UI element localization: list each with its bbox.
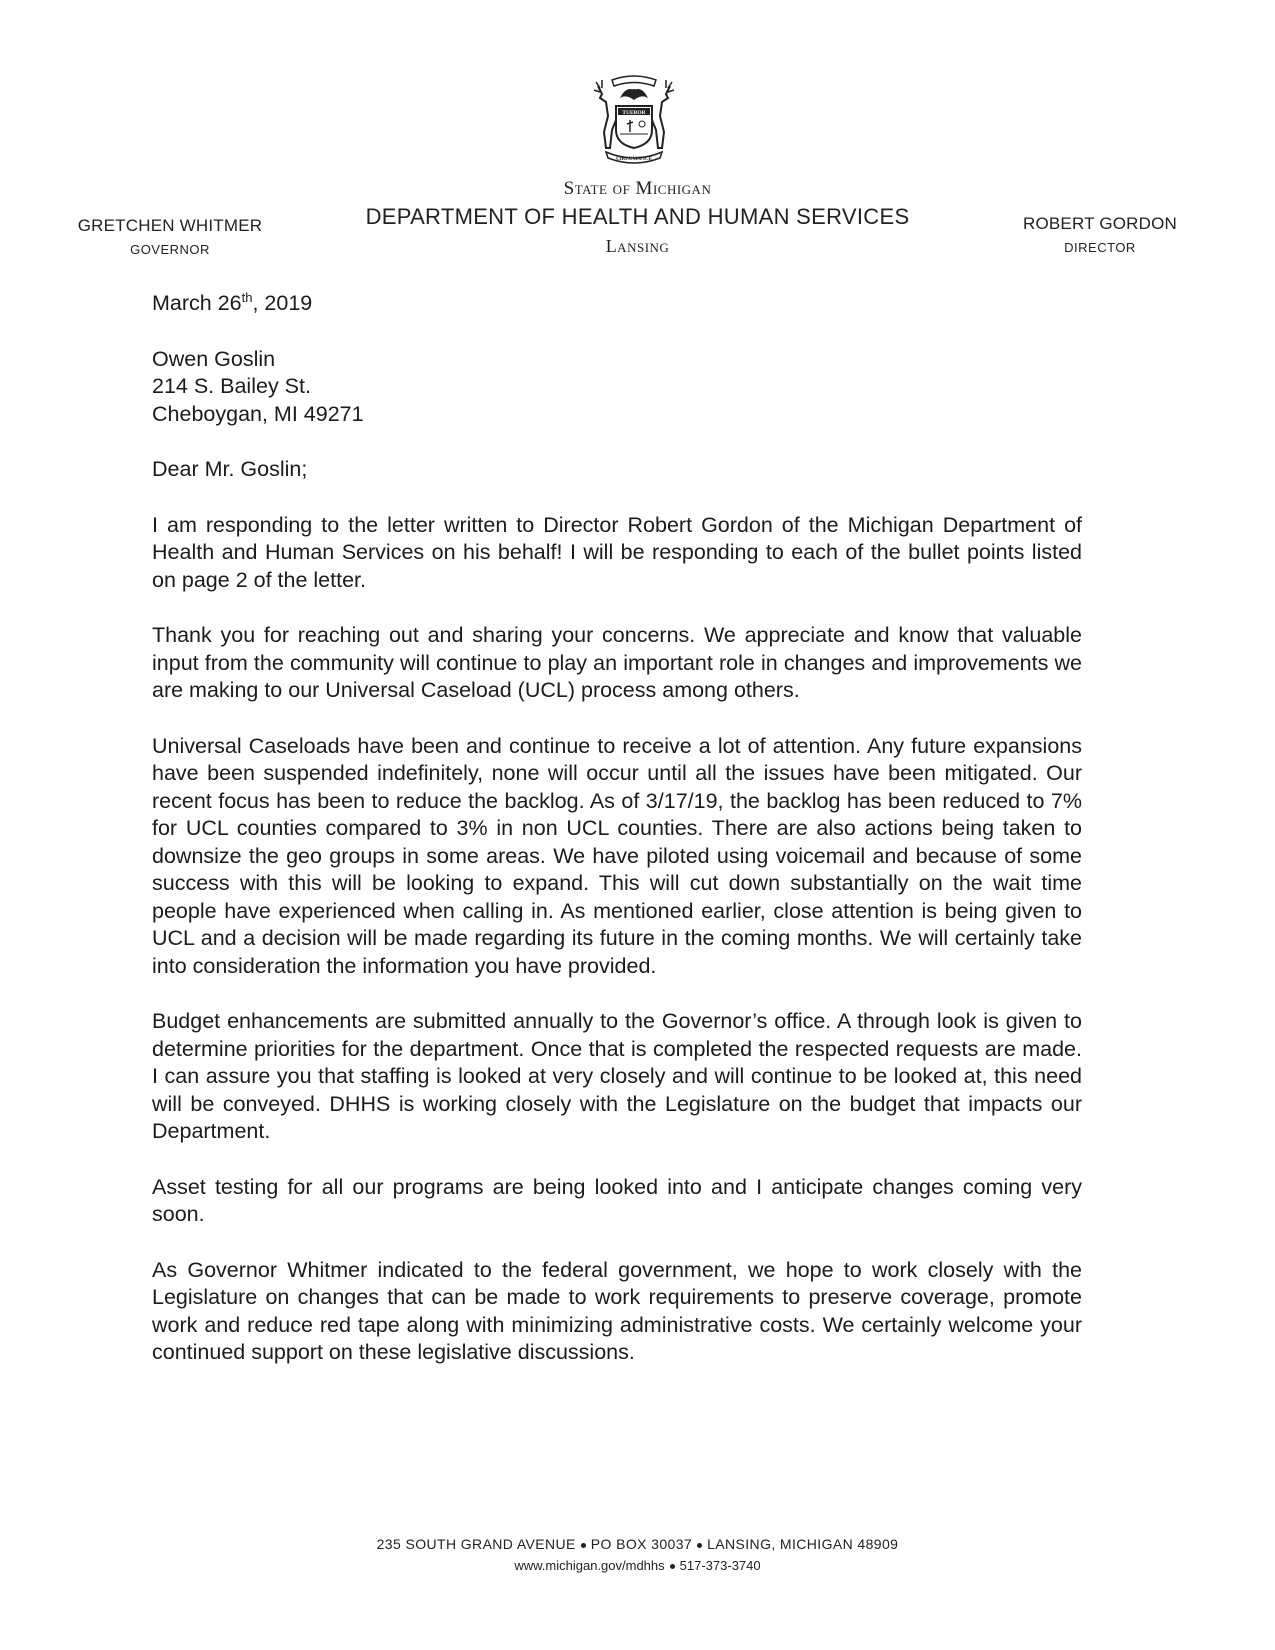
footer-website[interactable]: www.michigan.gov/mdhhs (514, 1558, 665, 1573)
governor-name: GRETCHEN WHITMER (77, 216, 263, 235)
letterhead-state: State of Michigan (563, 178, 712, 199)
letterhead-city: Lansing (605, 236, 670, 256)
paragraph-asset-testing: Asset testing for all our programs are being looked into and I anticipate changes coming very soon. (152, 1174, 1082, 1226)
letterhead-footer (0, 1536, 1275, 1573)
date-month-day: March 26 (152, 291, 242, 315)
date-year: , 2019 (252, 291, 313, 315)
footer-po-box: PO BOX 30037 (590, 1536, 693, 1552)
director-title: DIRECTOR (1064, 240, 1136, 255)
bullet-icon (697, 1543, 702, 1548)
footer-street: 235 SOUTH GRAND AVENUE (376, 1536, 576, 1552)
salutation: Dear Mr. Goslin; (152, 457, 308, 481)
paragraph-universal-caseloads: Universal Caseloads have been and continue to receive a lot of attention. Any future expansions have been suspended indefinitely, none will occur until all the issues have been mitigated. Our recent focus has been to reduce the backlog. As of 3/17/19, the backlog has been reduced to 7% for UCL counties compared to 3% in non UCL counties. There are also actions being taken to downsize the geo groups in some areas. We have piloted using voicemail and because of some success with this will be looking to expand. This will cut down substantially on the wait time people have experienced when calling in. As mentioned earlier, close attention is being given to UCL and a decision will be made regarding its future in the coming months. We will certainly take into consideration the information you have provided. (152, 733, 1082, 978)
letter-date (152, 290, 1082, 318)
letterhead-director (1000, 214, 1200, 255)
letterhead-department: DEPARTMENT OF HEALTH AND HUMAN SERVICES (365, 204, 910, 229)
bullet-icon (581, 1543, 586, 1548)
date-ordinal: th (241, 289, 253, 305)
bullet-icon (670, 1564, 675, 1569)
footer-city: LANSING, MICHIGAN 48909 (707, 1536, 899, 1552)
recipient-city: Cheboygan, MI 49271 (152, 401, 364, 426)
footer-address (0, 1536, 1275, 1552)
paragraph-intro: I am responding to the letter written to Director Robert Gordon of the Michigan Department of Health and Human Services on his behalf! I will be responding to each of the bullet points listed on page 2 of the letter. (152, 512, 1082, 592)
governor-title: GOVERNOR (130, 242, 210, 257)
recipient-street: 214 S. Bailey St. (152, 374, 311, 398)
footer-phone: 517-373-3740 (679, 1558, 761, 1573)
recipient-name: Owen Goslin (152, 346, 276, 371)
recipient-address (152, 346, 1082, 429)
footer-contact (0, 1558, 1275, 1573)
paragraph-budget: Budget enhancements are submitted annually to the Governor’s office. A through look is given to determine priorities for the department. Once that is completed the respected requests are made. I can assure you that staffing is looked at very closely and will continue to be looked at, this need will be conveyed. DHHS is working closely with the Legislature on the budget that impacts our Department. (152, 1009, 1082, 1143)
michigan-seal-icon (590, 72, 678, 164)
letterhead-governor (55, 216, 285, 257)
seal-motto-bottom: CIRCUMSPICE (616, 157, 652, 162)
paragraph-work-requirements: As Governor Whitmer indicated to the federal government, we hope to work closely with the Legislature on changes that can be made to work requirements to preserve coverage, promote work and reduce red tape along with minimizing administrative costs. We certainly welcome your continued support on these legislative discussions. (152, 1257, 1082, 1364)
seal-motto-top: TUEBOR (622, 110, 646, 116)
paragraph-thanks: Thank you for reaching out and sharing your concerns. We appreciate and know that valuable input from the community will continue to play an important role in changes and improvements we are making to our Universal Caseload (UCL) process among others. (152, 623, 1082, 702)
director-name: ROBERT GORDON (1022, 214, 1178, 233)
letter-body (152, 290, 1082, 1395)
